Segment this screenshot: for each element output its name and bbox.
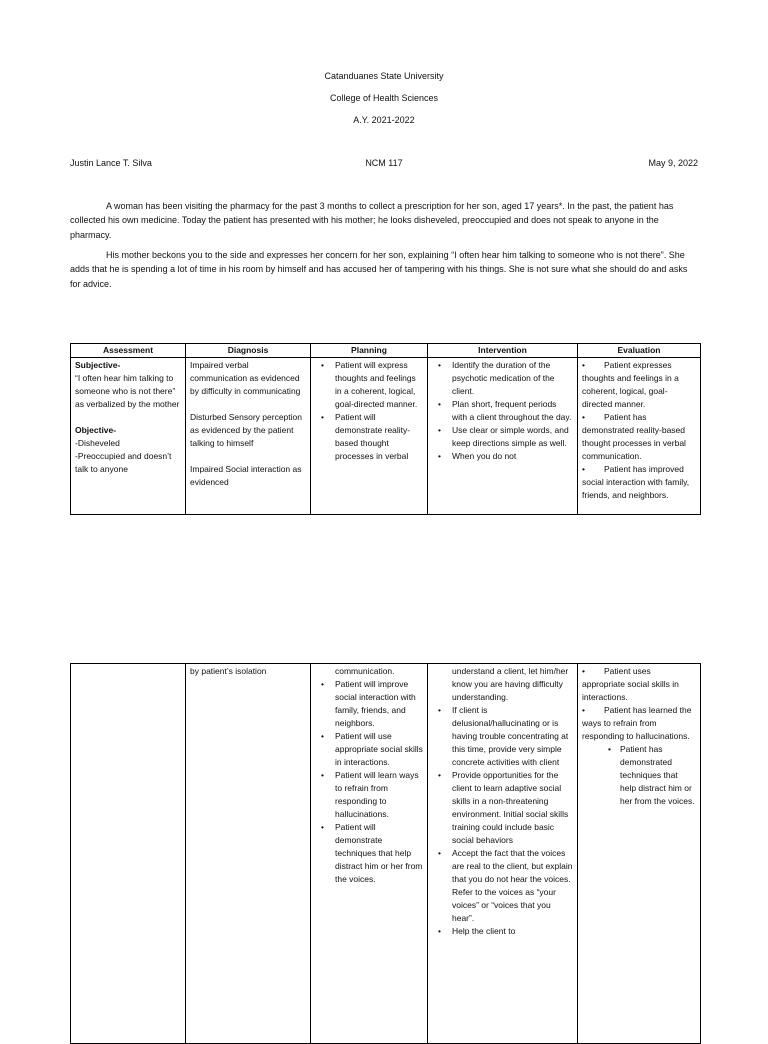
planning-cell: [311, 358, 428, 515]
university-name: Catanduanes State University: [324, 71, 444, 81]
college-name: College of Health Sciences: [329, 93, 439, 103]
planning-cell: [311, 664, 428, 1044]
diagnosis-item: Disturbed Sensory perception as evidenced by the patient talking to himself: [190, 412, 302, 448]
document-date: May 9, 2022: [648, 158, 698, 168]
case-paragraph-2-text: His mother beckons you to the side and expresses her concern for her son, explaining “I often hear him talking to someone who is not there”. She adds that he is spending a lot of time in his room by himself and has accused her of tampering with his things. She is not sure what she should do and asks for advice.: [70, 250, 688, 289]
table-header-row: [71, 344, 701, 358]
header-assessment: Assessment: [71, 344, 186, 358]
objective-line: -Disheveled: [75, 438, 120, 448]
evaluation-item-text: Patient has demonstrated reality-based thought processes in verbal communication.: [582, 412, 686, 461]
header-diagnosis: Diagnosis: [186, 344, 311, 358]
intervention-item: • Use clear or simple words, and keep directions simple as well.: [432, 424, 573, 450]
intervention-item: • If client is delusional/hallucinating or is having trouble concentrating at this time, provide very simple concrete activities with client: [432, 704, 573, 769]
objective-label: Objective-: [75, 425, 117, 435]
intervention-item: • Accept the fact that the voices are real to the client, but explain that you do not hear the voices. Refer to the voices as “your voices” or “voices that you hear”.: [432, 847, 573, 925]
subjective-label: Subjective-: [75, 360, 121, 370]
case-paragraph-2: [70, 248, 698, 291]
header-evaluation: Evaluation: [578, 344, 701, 358]
intervention-item: • Plan short, frequent periods with a client throughout the day.: [432, 398, 573, 424]
header-planning: Planning: [311, 344, 428, 358]
evaluation-item-text: Patient uses appropriate social skills in interactions.: [582, 666, 679, 702]
evaluation-item: • Patient uses appropriate social skills in interactions.: [582, 666, 679, 702]
evaluation-item-text: Patient has improved social interaction with family, friends, and neighbors.: [582, 464, 690, 500]
evaluation-item-text: Patient has learned the ways to refrain from responding to hallucinations.: [582, 705, 692, 741]
intervention-item: • When you do not: [432, 450, 573, 463]
planning-item: • Patient will use appropriate social skills in interactions.: [315, 730, 423, 769]
planning-continued: communication.: [335, 666, 395, 676]
diagnosis-cell: [186, 664, 311, 1044]
evaluation-cell: [578, 358, 701, 515]
care-plan-table-continued: [70, 663, 701, 1044]
intervention-item: • Identify the duration of the psychotic medication of the client.: [432, 359, 573, 398]
case-paragraph-1: [70, 199, 698, 242]
planning-item: • Patient will demonstrate reality-based thought processes in verbal: [315, 411, 423, 463]
planning-item: • Patient will demonstrate techniques that help distract him or her from the voices.: [315, 821, 423, 886]
intervention-continued: understand a client, let him/her know you are having difficulty understanding.: [452, 666, 569, 702]
evaluation-item: • Patient has improved social interaction with family, friends, and neighbors.: [582, 464, 690, 500]
evaluation-item: • Patient expresses thoughts and feelings in a coherent, logical, goal-directed manner.: [582, 360, 679, 409]
evaluation-subitem: • Patient has demonstrated techniques that help distract him or her from the voices.: [582, 743, 696, 808]
care-plan-table: [70, 343, 701, 515]
assessment-cell: [71, 358, 186, 515]
evaluation-item-text: Patient expresses thoughts and feelings in a coherent, logical, goal-directed manner.: [582, 360, 679, 409]
diagnosis-continued: by patient’s isolation: [190, 666, 267, 676]
case-paragraph-1-text: A woman has been visiting the pharmacy for the past 3 months to collect a prescription for her son, aged 17 years*. In the past, the patient has collected his own medicine. Today the patient has presented with his mother; he looks disheveled, preoccupied and does not speak to anyone in the pharmacy.: [70, 201, 674, 240]
diagnosis-cell: [186, 358, 311, 515]
intervention-item: • Provide opportunities for the client to learn adaptive social skills in a non-threatening environment. Initial social skills training could include basic social behaviors: [432, 769, 573, 847]
objective-line: -Preoccupied and doesn’t talk to anyone: [75, 451, 172, 474]
evaluation-item: • Patient has demonstrated reality-based thought processes in verbal communication.: [582, 412, 686, 461]
subjective-text: “I often hear him talking to someone who is not there” as verbalized by the mother: [75, 373, 180, 409]
table-row: [71, 664, 701, 1044]
evaluation-cell: [578, 664, 701, 1044]
header-intervention: Intervention: [428, 344, 578, 358]
course-code: NCM 117: [365, 158, 403, 168]
table-row: [71, 358, 701, 515]
planning-item: • Patient will express thoughts and feelings in a coherent, logical, goal-directed manner.: [315, 359, 423, 411]
planning-item: • Patient will improve social interaction with family, friends, and neighbors.: [315, 678, 423, 730]
student-name: Justin Lance T. Silva: [70, 158, 152, 168]
planning-item: • Patient will learn ways to refrain from responding to hallucinations.: [315, 769, 423, 821]
diagnosis-item: Impaired verbal communication as evidenced by difficulty in communicating: [190, 360, 301, 396]
intervention-cell: [428, 358, 578, 515]
diagnosis-item: Impaired Social interaction as evidenced: [190, 464, 302, 487]
evaluation-item: • Patient has learned the ways to refrain from responding to hallucinations.: [582, 705, 692, 741]
intervention-cell: [428, 664, 578, 1044]
intervention-item: • Help the client to: [432, 925, 573, 938]
academic-year: A.Y. 2021-2022: [353, 115, 415, 125]
assessment-cell: [71, 664, 186, 1044]
